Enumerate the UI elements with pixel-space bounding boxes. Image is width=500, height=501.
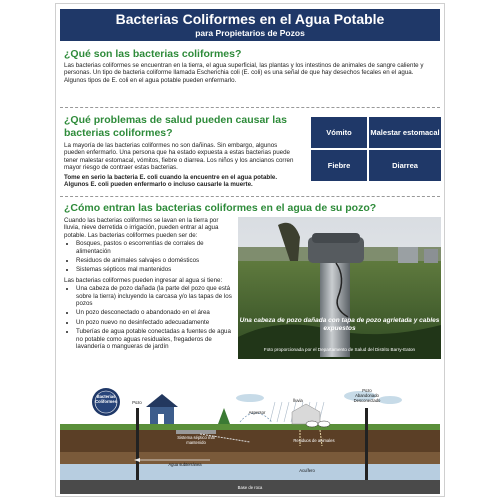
page-title: Bacterias Coliformes en el Agua Potable [115, 11, 385, 27]
diagram-label-abandoned-well: Pozo Abandonado Desconectado [353, 388, 381, 403]
list-item: • Un pozo nuevo no desinfectado adecuadamente [76, 319, 234, 326]
section2-heading: ¿Qué problemas de salud pueden causar las bacterias coliformes? [64, 114, 287, 139]
section3-heading: ¿Cómo entran las bacterias coliformes en el agua de su pozo? [64, 202, 377, 214]
photo-credit: Foto proporcionada por el Departamento de Salud del Distrito Barry-Eaton [263, 347, 416, 352]
list-item: • Sistemas sépticos mal mantenidos [76, 266, 234, 273]
section3-text [64, 217, 234, 354]
symptom-vomit: Vómito [311, 117, 367, 148]
wellhead-photo [238, 217, 441, 359]
symptom-grid [311, 117, 441, 181]
section3-intro2: Las bacterias coliformes pueden ingresar al agua si tiene: [64, 276, 223, 284]
symptom-fever: Fiebre [311, 150, 367, 181]
wellhead-photo-image [238, 217, 441, 359]
list-item: • Residuos de animales salvajes o domésticos [76, 257, 234, 264]
diagram-label-rain: lluvia [293, 398, 303, 403]
diagram-label-groundwater: Agua subterránea [168, 462, 202, 467]
section1-heading: ¿Qué son las bacterias coliformes? [64, 48, 242, 60]
diagram-label-sprinkler: Aspersor [248, 410, 266, 415]
page-subtitle: para Propietarios de Pozos [195, 28, 305, 38]
contamination-diagram [60, 386, 440, 494]
diagram-label-septic: Sistema séptico mal mantenido [177, 435, 215, 445]
entry-list [64, 285, 234, 350]
diagram-label-aquifer: Acuífero [299, 468, 315, 473]
fact-sheet-page [55, 3, 445, 497]
divider [60, 107, 440, 108]
symptom-stomach: Malestar estomacal [369, 117, 441, 148]
section2-body: La mayoría de las bacterias coliformes no son dañinas. Sin embargo, algunos pueden enfermarlo. Una persona que ha estado expuesta a estas bacterias puede tener malestar estomacal, vómitos, fiebre o diarrea. Los niños y los ancianos corren mayor riesgo de contraer estas bacterias. [64, 142, 294, 172]
source-list [64, 240, 234, 274]
section3-intro: Cuando las bacterias coliformes se lavan en la tierra por lluvia, nieve derretida o irrigación, pueden entrar al agua potable. Las bacterias coliformes pueden ser de: [64, 217, 219, 239]
list-item: • Tuberías de agua potable conectadas a fuentes de agua no potable como aguas residuales, fregaderos de lavandería o mangueras de jardín [76, 328, 234, 350]
list-item: • Un pozo desconectado o abandonado en el área [76, 309, 234, 316]
list-item: • Bosques, pastos o escorrentías de corrales de alimentación [76, 240, 234, 255]
diagram-label-animal-waste: Residuos de animales [293, 438, 335, 443]
diagram-label-well: Pozo [132, 400, 142, 405]
photo-caption: Una cabeza de pozo dañada con tapa de pozo agrietada y cables expuestos [239, 317, 440, 332]
divider [60, 196, 440, 197]
title-banner [60, 9, 440, 41]
diagram-label-bacteria: Bacterias Coliformes [95, 394, 117, 404]
diagram-label-bedrock: Base de roca [237, 485, 263, 490]
list-item: • Una cabeza de pozo dañada (la parte del pozo que está sobre la tierra) incluyendo la carcasa y/o las tapas de los pozos [76, 285, 234, 307]
section2-emphasis: Tome en serio la bacteria E. coli cuando la encuentre en el agua potable. Algunos E. coli pueden enfermarlo o incluso causarle la muerte. [64, 173, 278, 189]
symptom-diarrhea: Diarrea [369, 150, 441, 181]
section1-body: Las bacterias coliformes se encuentran en la tierra, el agua superficial, las plantas y los intestinos de animales de sangre caliente y personas. Un tipo de bacteria coliforme llamada Escherichia coli (E. coli) es una señal de que hay desechos fecales en el agua. Algunos tipos de E. coli en el agua potable pueden enfermarlo. [64, 62, 424, 84]
